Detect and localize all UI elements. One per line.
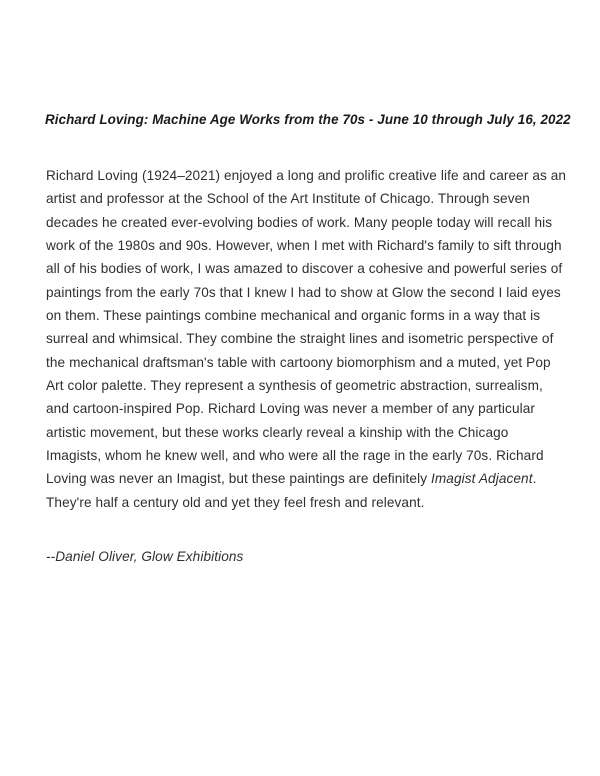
signature-line: --Daniel Oliver, Glow Exhibitions — [46, 549, 244, 564]
exhibition-title: Richard Loving: Machine Age Works from the 70s - June 10 through July 16, 2022 — [45, 112, 571, 127]
body-paragraph — [46, 164, 567, 514]
paragraph-text-part1: Richard Loving (1924–2021) enjoyed a long and prolific creative life and career as an artist and professor at the School of the Art Institute of Chicago. Through seven decades he created ever-evolving bodies of work. Many people today will recall his work of the 1980s and 90s. However, when I met with Richard's family to sift through all of his bodies of work, I was amazed to discover a cohesive and powerful series of paintings from the early 70s that I knew I had to show at Glow the second I laid eyes on them. These paintings combine mechanical and organic forms in a way that is surreal and whimsical. They combine the straight lines and isometric perspective of the mechanical draftsman's table with cartoony biomorphism and a muted, yet Pop Art color palette. They represent a synthesis of geometric abstraction, surrealism, and cartoon-inspired Pop. Richard Loving was never a member of any particular artistic movement, but these works clearly reveal a kinship with the Chicago Imagists, whom he knew well, and who were all the rage in the early 70s. Richard Loving was never an Imagist, but these paintings are definitely — [46, 168, 567, 487]
italic-phrase: Imagist Adjacent — [430, 471, 533, 487]
paragraph-text-part2: . They're half a century old and yet they feel fresh and relevant. — [46, 471, 537, 510]
